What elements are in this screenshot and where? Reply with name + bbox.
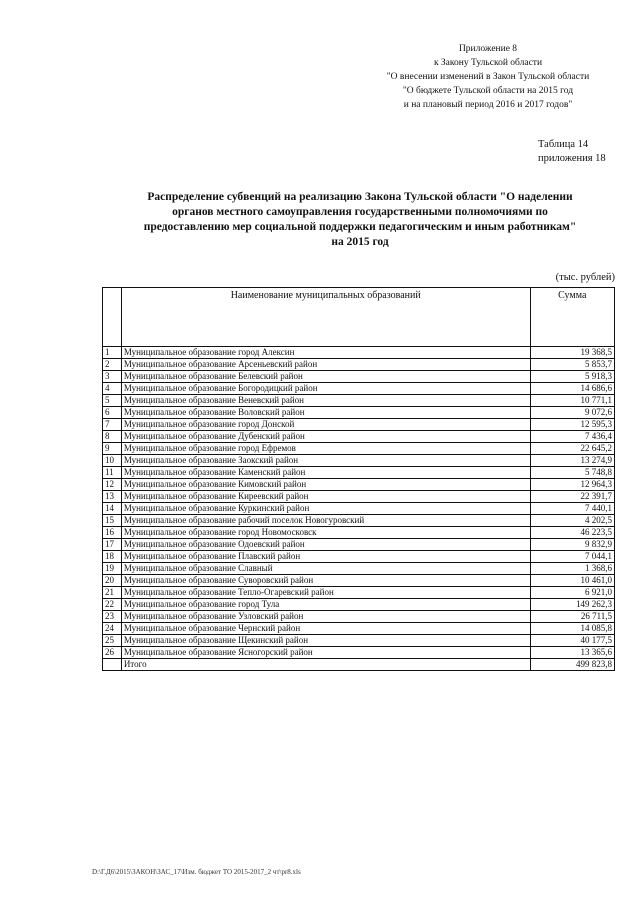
total-num-cell	[103, 659, 122, 671]
row-number-cell: 5	[103, 395, 122, 407]
total-label-cell: Итого	[121, 659, 530, 671]
row-number-cell: 15	[103, 515, 122, 527]
table-row	[103, 515, 615, 527]
total-sum-cell: 499 823,8	[530, 659, 614, 671]
table-row	[103, 575, 615, 587]
row-name-cell: Муниципальное образование Чернский район	[121, 623, 530, 635]
row-number-cell: 17	[103, 539, 122, 551]
row-name-cell: Муниципальное образование Суворовский район	[121, 575, 530, 587]
row-number-cell: 4	[103, 383, 122, 395]
table-header-row	[103, 288, 615, 347]
table-row	[103, 371, 615, 383]
row-sum-cell: 14 085,8	[530, 623, 614, 635]
appendix-header	[360, 42, 616, 112]
table-row	[103, 527, 615, 539]
table-row	[103, 395, 615, 407]
header-line: "О внесении изменений в Закон Тульской области	[386, 72, 590, 82]
row-name-cell: Муниципальное образование Воловский район	[121, 407, 530, 419]
row-sum-cell: 149 262,3	[530, 599, 614, 611]
document-title	[110, 190, 610, 250]
row-number-cell: 21	[103, 587, 122, 599]
table-row	[103, 563, 615, 575]
table-row	[103, 455, 615, 467]
header-line: "О бюджете Тульской области на 2015 год	[402, 86, 574, 96]
row-number-cell: 12	[103, 479, 122, 491]
row-number-cell: 2	[103, 359, 122, 371]
row-name-cell: Муниципальное образование Тепло-Огаревский район	[121, 587, 530, 599]
header-line: и на плановый период 2016 и 2017 годов"	[403, 100, 573, 110]
table-ref-line: приложения 18	[538, 153, 606, 164]
total-row	[103, 659, 615, 671]
row-name-cell: Муниципальное образование Узловский район	[121, 611, 530, 623]
row-sum-cell: 12 595,3	[530, 419, 614, 431]
row-number-cell: 23	[103, 611, 122, 623]
row-name-cell: Муниципальное образование Заокский район	[121, 455, 530, 467]
row-name-cell: Муниципальное образование Ясногорский район	[121, 647, 530, 659]
table-body	[103, 347, 615, 671]
row-sum-cell: 7 440,1	[530, 503, 614, 515]
table-row	[103, 419, 615, 431]
table-row	[103, 347, 615, 359]
row-number-cell: 6	[103, 407, 122, 419]
table-row	[103, 611, 615, 623]
row-number-cell: 3	[103, 371, 122, 383]
table-ref-line: Таблица 14	[538, 139, 589, 150]
row-number-cell: 26	[103, 647, 122, 659]
header-num-cell	[103, 288, 122, 347]
header-line: к Закону Тульской области	[433, 58, 543, 68]
title-line: на 2015 год	[331, 236, 389, 248]
table-row	[103, 407, 615, 419]
row-number-cell: 22	[103, 599, 122, 611]
row-name-cell: Муниципальное образование город Тула	[121, 599, 530, 611]
table-row	[103, 539, 615, 551]
table-row	[103, 623, 615, 635]
row-sum-cell: 7 044,1	[530, 551, 614, 563]
row-name-cell: Муниципальное образование Дубенский район	[121, 431, 530, 443]
table-row	[103, 479, 615, 491]
table-reference	[538, 138, 606, 166]
row-name-cell: Муниципальное образование Куркинский район	[121, 503, 530, 515]
row-name-cell: Муниципальное образование город Алексин	[121, 347, 530, 359]
row-sum-cell: 9 072,6	[530, 407, 614, 419]
table-row	[103, 551, 615, 563]
row-sum-cell: 22 645,2	[530, 443, 614, 455]
table-row	[103, 467, 615, 479]
row-sum-cell: 9 832,9	[530, 539, 614, 551]
row-sum-cell: 26 711,5	[530, 611, 614, 623]
row-sum-cell: 5 748,8	[530, 467, 614, 479]
row-sum-cell: 12 964,3	[530, 479, 614, 491]
row-name-cell: Муниципальное образование город Ефремов	[121, 443, 530, 455]
table-row	[103, 443, 615, 455]
row-sum-cell: 46 223,5	[530, 527, 614, 539]
row-sum-cell: 13 365,6	[530, 647, 614, 659]
row-name-cell: Муниципальное образование город Донской	[121, 419, 530, 431]
row-sum-cell: 5 918,3	[530, 371, 614, 383]
table-row	[103, 647, 615, 659]
subventions-table	[102, 287, 615, 671]
row-name-cell: Муниципальное образование Арсеньевский район	[121, 359, 530, 371]
row-name-cell: Муниципальное образование город Новомосковск	[121, 527, 530, 539]
row-sum-cell: 13 274,9	[530, 455, 614, 467]
table-row	[103, 587, 615, 599]
row-sum-cell: 6 921,0	[530, 587, 614, 599]
table-row	[103, 599, 615, 611]
table-row	[103, 503, 615, 515]
row-number-cell: 1	[103, 347, 122, 359]
table-row	[103, 491, 615, 503]
row-number-cell: 9	[103, 443, 122, 455]
row-sum-cell: 1 368,6	[530, 563, 614, 575]
row-name-cell: Муниципальное образование Богородицкий район	[121, 383, 530, 395]
header-line: Приложение 8	[458, 44, 518, 54]
table-row	[103, 431, 615, 443]
header-sum-cell: Сумма	[530, 288, 614, 347]
row-sum-cell: 40 177,5	[530, 635, 614, 647]
row-number-cell: 16	[103, 527, 122, 539]
row-number-cell: 18	[103, 551, 122, 563]
row-number-cell: 24	[103, 623, 122, 635]
row-sum-cell: 5 853,7	[530, 359, 614, 371]
row-number-cell: 7	[103, 419, 122, 431]
row-name-cell: Муниципальное образование Кимовский район	[121, 479, 530, 491]
title-line: предоставлению мер социальной поддержки педагогическим и иным работникам"	[143, 221, 577, 233]
header-name-cell: Наименование муниципальных образований	[121, 288, 530, 347]
title-line: органов местного самоуправления государственными полномочиями по	[172, 206, 548, 218]
row-number-cell: 11	[103, 467, 122, 479]
row-sum-cell: 10 771,1	[530, 395, 614, 407]
units-label: (тыс. рублей)	[555, 272, 615, 283]
row-name-cell: Муниципальное образование Белевский район	[121, 371, 530, 383]
row-number-cell: 19	[103, 563, 122, 575]
table-row	[103, 359, 615, 371]
row-name-cell: Муниципальное образование Киреевский район	[121, 491, 530, 503]
row-name-cell: Муниципальное образование Плавский район	[121, 551, 530, 563]
row-sum-cell: 19 368,5	[530, 347, 614, 359]
row-sum-cell: 10 461,0	[530, 575, 614, 587]
row-number-cell: 14	[103, 503, 122, 515]
row-number-cell: 10	[103, 455, 122, 467]
row-name-cell: Муниципальное образование рабочий поселок Новогуровский	[121, 515, 530, 527]
row-name-cell: Муниципальное образование Веневский район	[121, 395, 530, 407]
row-name-cell: Муниципальное образование Славный	[121, 563, 530, 575]
row-name-cell: Муниципальное образование Каменский район	[121, 467, 530, 479]
title-line: Распределение субвенций на реализацию Закона Тульской области "О наделении	[147, 191, 573, 203]
row-name-cell: Муниципальное образование Одоевский район	[121, 539, 530, 551]
row-name-cell: Муниципальное образование Щекинский район	[121, 635, 530, 647]
table-row	[103, 635, 615, 647]
file-path-footer: D:\Г.Д6\2015\ЗАКОН\ЗАС_17\Изм. бюджет ТО 2015-2017_2 чт\pr8.xls	[92, 868, 301, 876]
row-sum-cell: 4 202,5	[530, 515, 614, 527]
row-number-cell: 13	[103, 491, 122, 503]
table-row	[103, 383, 615, 395]
row-sum-cell: 14 686,6	[530, 383, 614, 395]
row-number-cell: 20	[103, 575, 122, 587]
row-number-cell: 25	[103, 635, 122, 647]
row-sum-cell: 7 436,4	[530, 431, 614, 443]
row-sum-cell: 22 391,7	[530, 491, 614, 503]
row-number-cell: 8	[103, 431, 122, 443]
